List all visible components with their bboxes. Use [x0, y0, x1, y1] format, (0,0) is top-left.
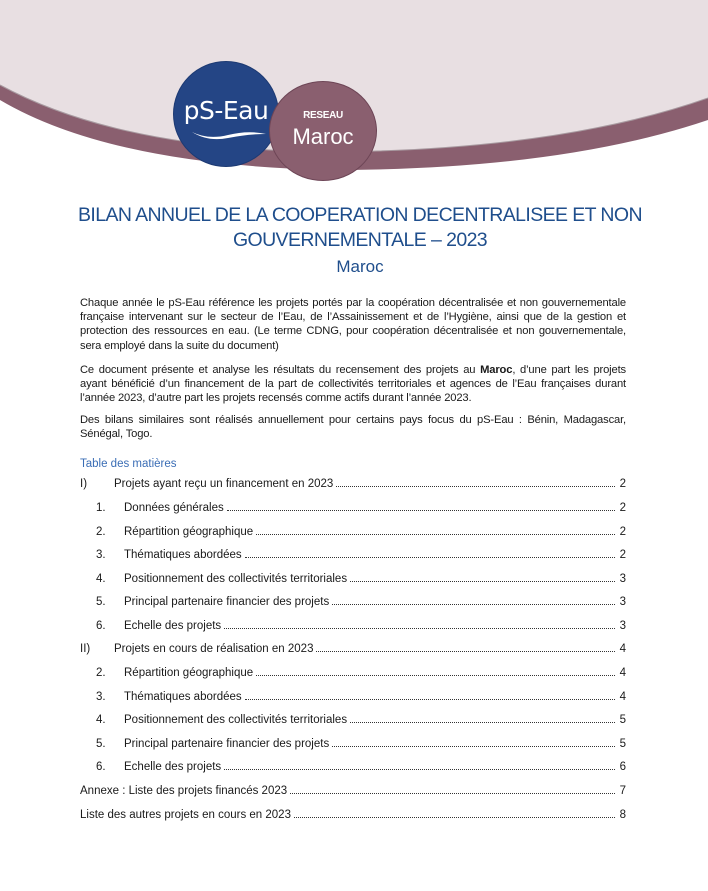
toc-label[interactable]: Répartition géographique — [124, 667, 254, 679]
toc-page[interactable]: 3 — [619, 620, 626, 632]
toc-label[interactable]: Positionnement des collectivités territoriales — [124, 714, 348, 726]
toc-page[interactable]: 4 — [619, 667, 626, 679]
toc-leader — [256, 534, 615, 535]
toc-page[interactable]: 3 — [619, 573, 626, 585]
document-title: BILAN ANNUEL DE LA COOPERATION DECENTRALISEE ET NON GOUVERNEMENTALE – 2023 — [78, 204, 642, 251]
toc-label[interactable]: Thématiques abordées — [124, 691, 242, 703]
toc-entry[interactable] — [80, 732, 626, 750]
toc-number: 6. — [96, 761, 106, 773]
toc-entry[interactable] — [80, 543, 626, 561]
toc-label[interactable]: Projets en cours de réalisation en 2023 — [114, 643, 314, 655]
toc-page[interactable]: 2 — [619, 526, 626, 538]
toc-leader — [224, 769, 615, 770]
scope-text-end: , d’une part les projets ayant bénéficié d’un financement de la part de collectivités territoriales et agences de l’Eau françaises durant l’année 2023, d’autre part les projets recensés comme actifs durant l’année 2023. — [80, 364, 626, 405]
toc-label[interactable]: Principal partenaire financier des projets — [124, 738, 330, 750]
toc-entry[interactable] — [80, 567, 626, 585]
toc-number: 4. — [96, 573, 106, 585]
reseau-label: RESEAU — [303, 110, 343, 121]
toc-entry[interactable] — [80, 755, 626, 773]
pseau-logo-text: pS-Eau — [183, 96, 269, 125]
toc-entry[interactable] — [80, 496, 626, 514]
toc-page[interactable]: 3 — [619, 596, 626, 608]
toc-entry[interactable] — [80, 779, 626, 797]
toc-leader — [350, 581, 615, 582]
toc-entry[interactable] — [80, 637, 626, 655]
toc-number: 5. — [96, 738, 106, 750]
toc-page[interactable]: 5 — [619, 738, 626, 750]
toc-label[interactable]: Annexe : Liste des projets financés 2023 — [80, 785, 288, 797]
toc-number: 6. — [96, 620, 106, 632]
toc-label[interactable]: Principal partenaire financier des projets — [124, 596, 330, 608]
toc-heading: Table des matières — [80, 458, 177, 470]
toc-leader — [316, 651, 615, 652]
toc-entry[interactable] — [80, 590, 626, 608]
toc-number: I) — [80, 478, 88, 490]
toc-leader — [332, 604, 615, 605]
toc-number: 3. — [96, 691, 106, 703]
scope-text-start: Ce document présente et analyse les résultats du recensement des projets au — [80, 364, 481, 376]
toc-page[interactable]: 8 — [619, 809, 626, 821]
toc-leader — [294, 817, 615, 818]
toc-number: 4. — [96, 714, 106, 726]
toc-number: 2. — [96, 667, 106, 679]
toc-number: II) — [80, 643, 91, 655]
intro-paragraph: Chaque année le pS-Eau référence les projets portés par la coopération décentralisée et non gouvernementale française intervenant sur le secteur de l’Eau, de l’Assainissement et de l’Hygiène, ainsi que de la gestion et protection des ressources en eau. (Le terme CDNG, pour coopération décentralisée et non gouvernementale, sera employé dans la suite du document) — [80, 297, 626, 352]
toc-page[interactable]: 5 — [619, 714, 626, 726]
country-highlight: Maroc — [480, 364, 513, 376]
toc-leader — [224, 628, 615, 629]
toc-entry[interactable] — [80, 614, 626, 632]
toc-entry[interactable] — [80, 520, 626, 538]
toc-leader — [336, 486, 615, 487]
pseau-logo — [174, 62, 278, 166]
logo-group — [0, 0, 708, 190]
toc-label[interactable]: Liste des autres projets en cours en 2023 — [80, 809, 291, 821]
toc-entry[interactable] — [80, 472, 626, 490]
toc-number: 2. — [96, 526, 106, 538]
toc-page[interactable]: 4 — [619, 643, 626, 655]
toc-label[interactable]: Echelle des projets — [124, 620, 222, 632]
toc-entry[interactable] — [80, 685, 626, 703]
toc-page[interactable]: 2 — [619, 502, 626, 514]
toc-page[interactable]: 7 — [619, 785, 626, 797]
reseau-maroc-logo — [270, 82, 376, 180]
toc-page[interactable]: 2 — [619, 478, 626, 490]
toc-number: 3. — [96, 549, 106, 561]
maroc-logo-text: Maroc — [292, 124, 354, 149]
toc-number: 5. — [96, 596, 106, 608]
toc-label[interactable]: Echelle des projets — [124, 761, 222, 773]
toc-entry[interactable] — [80, 803, 626, 821]
toc-label[interactable]: Répartition géographique — [124, 526, 254, 538]
toc-label[interactable]: Positionnement des collectivités territoriales — [124, 573, 348, 585]
wave-icon — [188, 128, 268, 142]
toc-entry[interactable] — [80, 661, 626, 679]
scope-paragraph — [80, 363, 626, 406]
toc-page[interactable]: 2 — [619, 549, 626, 561]
toc-leader — [350, 722, 615, 723]
toc-leader — [332, 746, 615, 747]
similar-reports-paragraph: Des bilans similaires sont réalisés annuellement pour certains pays focus du pS-Eau : Bénin, Madagascar, Sénégal, Togo. — [80, 414, 626, 441]
toc-leader — [256, 675, 615, 676]
toc-label[interactable]: Thématiques abordées — [124, 549, 242, 561]
toc-label[interactable]: Données générales — [124, 502, 224, 514]
toc-leader — [245, 699, 615, 700]
toc-leader — [227, 510, 615, 511]
toc-page[interactable]: 6 — [619, 761, 626, 773]
toc-leader — [290, 793, 615, 794]
toc-page[interactable]: 4 — [619, 691, 626, 703]
toc-leader — [245, 557, 615, 558]
toc-number: 1. — [96, 502, 106, 514]
toc-entry[interactable] — [80, 708, 626, 726]
toc-label[interactable]: Projets ayant reçu un financement en 2023 — [114, 478, 334, 490]
document-subtitle: Maroc — [336, 257, 384, 276]
